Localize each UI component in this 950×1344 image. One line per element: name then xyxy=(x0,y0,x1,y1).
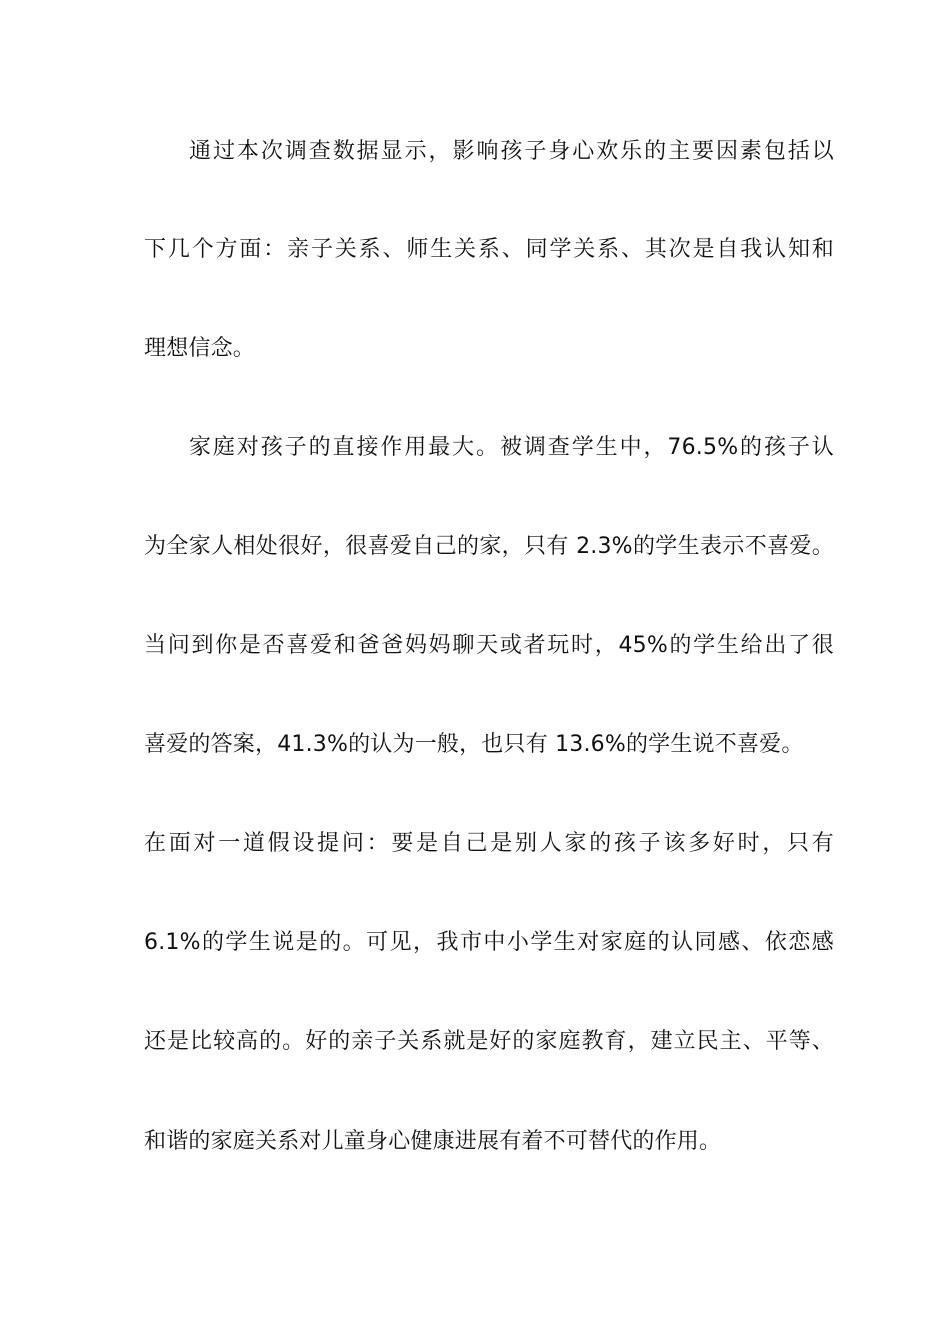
paragraph-2-line-7: 还是比较高的。好的亲子关系就是好的家庭教育，建立民主、平等、 xyxy=(144,1029,834,1054)
paragraph-1-line-2: 下几个方面：亲子关系、师生关系、同学关系、其次是自我认知和 xyxy=(144,237,834,262)
paragraph-1-line-1: 通过本次调查数据显示，影响孩子身心欢乐的主要因素包括以 xyxy=(189,139,834,164)
paragraph-2-line-4: 喜爱的答案，41.3%的认为一般，也只有 13.6%的学生说不喜爱。 xyxy=(144,732,804,757)
paragraph-2-line-2: 为全家人相处很好，很喜爱自己的家，只有 2.3%的学生表示不喜爱。 xyxy=(144,534,834,559)
paragraph-2-line-1: 家庭对孩子的直接作用最大。被调查学生中，76.5%的孩子认 xyxy=(189,435,834,460)
paragraph-2-line-8: 和谐的家庭关系对儿童身心健康进展有着不可替代的作用。 xyxy=(144,1129,722,1154)
paragraph-1-line-3: 理想信念。 xyxy=(144,336,256,361)
paragraph-2-line-6: 6.1%的学生说是的。可见，我市中小学生对家庭的认同感、依恋感 xyxy=(144,930,834,955)
paragraph-2-line-3: 当问到你是否喜爱和爸爸妈妈聊天或者玩时，45%的学生给出了很 xyxy=(144,633,834,658)
paragraph-2-line-5: 在面对一道假设提问：要是自己是别人家的孩子该多好时，只有 xyxy=(144,831,834,856)
